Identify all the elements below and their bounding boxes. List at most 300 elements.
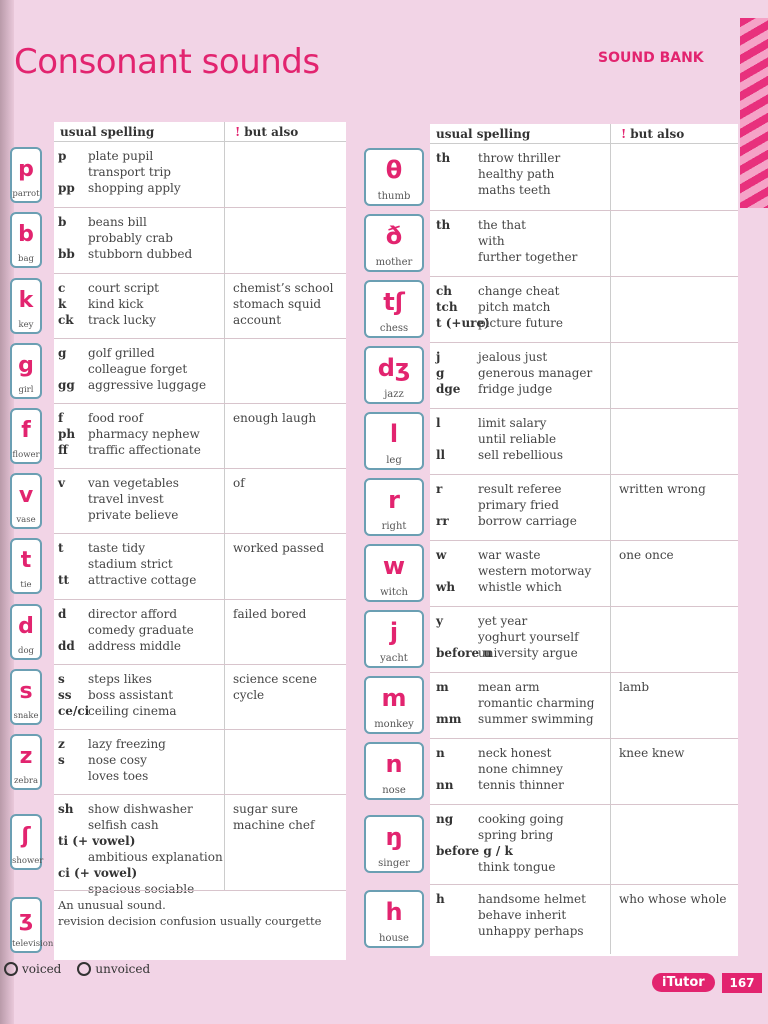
spelling-pattern: th [436,218,451,232]
spelling-pattern: ck [58,313,74,327]
example-words: loves toes [88,769,149,783]
spelling-line [54,556,224,572]
table-row [54,403,346,468]
spelling-pattern: before g / k [436,844,513,858]
spelling-line [430,711,610,727]
corner-decoration [740,18,768,208]
spelling-pattern [430,907,478,923]
spelling-pattern: ng [436,812,454,826]
phonetic-symbol: w [382,552,406,580]
table-row [54,533,346,599]
icon-word: zebra [13,775,39,786]
spelling-pattern: s [58,753,65,767]
phonetic-symbol: r [388,486,400,514]
sound-yacht-icon [364,610,424,668]
example-words: selfish cash [88,818,159,832]
spelling-line [430,859,610,875]
phonetic-symbol: k [18,287,34,313]
section-label: SOUND BANK [598,50,704,66]
phonetic-symbol: s [19,678,33,704]
spelling-cell [54,665,224,729]
spelling-pattern [430,233,478,249]
example-words: western motorway [478,564,592,578]
spelling-line [54,540,224,556]
spelling-pattern [430,629,478,645]
usual-spelling-header: usual spelling [60,125,155,139]
example-words: stubborn dubbed [88,247,193,261]
spelling-line [54,296,224,312]
phonetic-symbol: m [381,684,407,712]
spelling-pattern: mm [436,712,462,726]
spelling-pattern: dge [436,382,461,396]
sound-television-icon [10,897,54,953]
spelling-line [430,365,610,381]
spelling-line [430,679,610,695]
icon-word: dog [18,645,34,656]
phonetic-symbol: g [18,352,34,378]
example-words: traffic affectionate [88,443,201,457]
icon-word: leg [386,455,402,466]
icon-word: house [379,933,409,944]
table-row [54,468,346,533]
sound-nose-icon [364,742,424,800]
spelling-pattern: p [58,149,67,163]
spelling-line [430,249,610,265]
spelling-line [54,817,224,833]
phonetic-symbol: f [21,417,31,443]
spelling-pattern: bb [58,247,75,261]
page-title: Consonant sounds [14,42,320,82]
table-row [430,408,738,474]
spelling-pattern: ch [436,284,453,298]
example-words: steps likes [88,672,152,686]
sound-monkey-icon [364,676,424,734]
example-words: beans bill [88,215,147,229]
but-also-cell: chemist’s school stomach squid account [224,274,346,338]
spelling-pattern: ss [58,688,72,702]
spelling-pattern: y [436,614,443,628]
example-words: kind kick [88,297,144,311]
sound-thumb-icon [364,148,424,206]
example-words: revision decision confusion usually courgette [58,914,322,928]
spelling-pattern: th [436,151,451,165]
example-words: court script [88,281,160,295]
spelling-line [430,497,610,513]
sound-chess-icon [364,280,424,338]
spelling-line [54,572,224,588]
table-row [54,890,346,960]
example-words: think tongue [478,860,556,874]
icon-word: television [12,939,54,949]
spelling-line [54,671,224,687]
example-words: lazy freezing [88,737,166,751]
spelling-cell [430,607,610,672]
spelling-pattern [430,431,478,447]
sound-bag-icon [10,212,42,268]
spelling-line [54,180,224,196]
right-table-header [430,124,738,144]
but-also-header: ! but also [610,124,738,143]
spelling-pattern: nn [436,778,454,792]
example-words: until reliable [478,432,557,446]
example-words: spacious sociable [88,882,195,896]
spelling-line [430,481,610,497]
spelling-line [430,613,610,629]
phonetic-symbol: b [18,222,34,247]
spelling-line [430,233,610,249]
phonetic-symbol: l [389,420,399,448]
icon-word: thumb [377,191,411,202]
but-also-cell [610,211,738,276]
spelling-line [430,217,610,233]
sound-mother-icon [364,214,424,272]
spelling-line [430,150,610,166]
icon-word: chess [379,323,409,334]
spelling-line [430,745,610,761]
sound-jazz-icon [364,346,424,404]
spelling-pattern [430,859,478,875]
spelling-cell [430,885,610,954]
spelling-line [54,801,224,817]
sound-shower-icon [10,814,42,870]
example-words: change cheat [478,284,560,298]
spelling-line [430,166,610,182]
table-row [54,599,346,664]
but-also-cell: one once [610,541,738,606]
spelling-pattern [54,361,88,377]
spelling-cell [430,277,610,342]
but-also-cell: enough laugh [224,404,346,468]
spelling-line [430,645,610,661]
icon-word: singer [378,858,410,869]
spelling-line [430,777,610,793]
spelling-pattern [430,182,478,198]
spelling-line [54,361,224,377]
but-also-cell: science scene cycle [224,665,346,729]
spelling-line [430,891,610,907]
but-also-cell [610,805,738,884]
example-words: summer swimming [478,712,594,726]
table-row [54,207,346,273]
spelling-line [430,761,610,777]
spelling-line [430,349,610,365]
spelling-line [54,897,346,913]
example-words: shopping apply [88,181,181,195]
example-words: romantic charming [478,696,595,710]
spelling-line [54,606,224,622]
sound-flower-icon [10,408,42,464]
spelling-line [54,442,224,458]
spelling-pattern: c [58,281,66,295]
spelling-line [54,507,224,523]
spelling-cell [54,469,224,533]
spelling-cell [54,795,224,896]
example-words: address middle [88,639,182,653]
icon-word: tie [20,580,32,590]
spelling-pattern [54,164,88,180]
spelling-pattern [54,817,88,833]
spelling-line [54,833,224,849]
phonetic-symbol: tʃ [383,288,405,316]
spelling-pattern [54,507,88,523]
table-row [430,804,738,884]
sound-key-icon [10,278,42,334]
spelling-pattern [430,827,478,843]
spelling-pattern: h [436,892,445,906]
spelling-pattern: ti (+ vowel) [58,834,136,848]
icon-word: bag [18,254,34,264]
example-words: An unusual sound. [58,898,166,912]
spelling-line [54,913,346,929]
example-words: university argue [478,646,578,660]
example-words: limit salary [478,416,547,430]
example-words: primary fried [478,498,559,512]
but-also-cell: who whose whole [610,885,738,954]
spelling-pattern: f [58,411,64,425]
spelling-line [54,164,224,180]
but-also-cell: lamb [610,673,738,738]
spelling-line [54,622,224,638]
spelling-line [54,426,224,442]
spelling-cell [54,404,224,468]
spelling-line [430,811,610,827]
spelling-cell [54,339,224,403]
spelling-line [54,148,224,164]
table-row [430,144,738,210]
spelling-cell [54,891,346,960]
spelling-pattern: w [436,548,447,562]
example-words: show dishwasher [88,802,193,816]
spelling-line [430,907,610,923]
icon-word: right [381,521,407,532]
sound-house-icon [364,890,424,948]
spelling-pattern: k [58,297,67,311]
icon-word: key [18,319,34,330]
spelling-pattern: d [58,607,67,621]
example-words: travel invest [88,492,164,506]
example-words: with [478,234,505,248]
sound-right-icon [364,478,424,536]
sound-vase-icon [10,473,42,529]
spelling-line [430,182,610,198]
spelling-line [54,849,224,865]
example-words: boss assistant [88,688,174,702]
table-row [54,664,346,729]
sound-tie-icon [10,538,42,594]
spelling-pattern: n [436,746,445,760]
table-row [430,210,738,276]
but-also-cell [610,343,738,408]
spelling-pattern [430,563,478,579]
spelling-line [54,491,224,507]
icon-word: snake [13,710,39,721]
spelling-line [430,447,610,463]
example-words: yet year [478,614,528,628]
example-words: mean arm [478,680,540,694]
spelling-line [54,768,224,784]
example-words: golf grilled [88,346,155,360]
page-number: 167 [722,973,762,993]
spelling-pattern [430,923,478,939]
spelling-pattern: ll [436,448,446,462]
example-words: taste tidy [88,541,145,555]
example-words: handsome helmet [478,892,586,906]
table-row [430,672,738,738]
example-words: result referee [478,482,562,496]
usual-spelling-header: usual spelling [436,127,531,141]
legend [4,962,150,976]
but-also-header: ! but also [224,122,346,141]
spelling-line [430,299,610,315]
spelling-pattern: wh [436,580,456,594]
but-also-cell [224,339,346,403]
example-words: picture future [478,316,564,330]
spelling-cell [54,730,224,794]
table-row [54,273,346,338]
spelling-pattern: ce/ci [58,704,90,718]
spelling-cell [430,144,610,210]
spelling-line [430,629,610,645]
spelling-pattern: t [58,541,64,555]
example-words: cooking going [478,812,564,826]
spelling-line [430,547,610,563]
but-also-cell [224,142,346,207]
spelling-line [430,415,610,431]
sound-witch-icon [364,544,424,602]
spelling-line [430,283,610,299]
phonetic-symbol: ð [385,222,403,250]
spelling-pattern: pp [58,181,75,195]
spelling-pattern: sh [58,802,74,816]
example-words: fridge judge [478,382,553,396]
icon-word: nose [382,785,406,796]
spelling-pattern [430,497,478,513]
but-also-cell [610,607,738,672]
but-also-cell [610,144,738,210]
spelling-pattern: g [58,346,67,360]
icon-word: girl [18,384,34,395]
spelling-pattern: ci (+ vowel) [58,866,138,880]
spelling-line [54,736,224,752]
table-row [430,884,738,954]
spelling-pattern [54,556,88,572]
example-words: neck honest [478,746,552,760]
spelling-pattern: ph [58,427,76,441]
spelling-line [430,579,610,595]
spelling-line [430,431,610,447]
spelling-pattern [54,230,88,246]
spelling-pattern: dd [58,639,75,653]
spelling-pattern [54,622,88,638]
example-words: pharmacy nephew [88,427,200,441]
sound-snake-icon [10,669,42,725]
unvoiced-circle-icon [77,962,91,976]
sound-dog-icon [10,604,42,660]
example-words: healthy path [478,167,555,181]
example-words: generous manager [478,366,593,380]
table-row [54,142,346,207]
spelling-line [54,687,224,703]
phonetic-symbol: ʒ [18,907,34,932]
spelling-pattern: v [58,476,65,490]
spelling-pattern: m [436,680,449,694]
spelling-pattern: ff [58,443,68,457]
example-words: throw thriller [478,151,561,165]
spelling-cell [430,343,610,408]
example-words: track lucky [88,313,156,327]
spelling-line [430,513,610,529]
table-row [430,474,738,540]
icon-word: yacht [380,653,408,664]
spelling-cell [430,673,610,738]
example-words: comedy graduate [88,623,194,637]
table-row [54,338,346,403]
spelling-line [54,214,224,230]
example-words: unhappy perhaps [478,924,584,938]
spelling-cell [54,534,224,599]
example-words: further together [478,250,578,264]
icon-word: mother [375,257,413,268]
spelling-line [54,752,224,768]
example-words: stadium strict [88,557,173,571]
phonetic-symbol: d [18,613,34,639]
but-also-cell [610,409,738,474]
right-sound-table [430,124,738,956]
example-words: transport trip [88,165,171,179]
spelling-line [54,638,224,654]
example-words: director afford [88,607,177,621]
table-row [430,738,738,804]
spelling-line [54,312,224,328]
spelling-pattern: l [436,416,441,430]
example-words: attractive cottage [88,573,197,587]
but-also-cell: worked passed [224,534,346,599]
legend-unvoiced: unvoiced [77,962,150,976]
table-row [430,276,738,342]
example-words: van vegetables [88,476,179,490]
spelling-cell [54,142,224,207]
phonetic-symbol: ʃ [21,824,31,849]
spelling-line [54,475,224,491]
phonetic-symbol: v [18,482,34,508]
example-words: war waste [478,548,541,562]
example-words: sell rebellious [478,448,563,462]
example-words: spring bring [478,828,554,842]
spelling-cell [430,805,610,884]
example-words: private believe [88,508,179,522]
spelling-pattern: rr [436,514,449,528]
sound-parrot-icon [10,147,42,203]
spelling-line [54,345,224,361]
but-also-cell [224,730,346,794]
phonetic-symbol: θ [385,156,403,184]
table-row [54,794,346,896]
example-words: the that [478,218,526,232]
spelling-line [54,377,224,393]
spelling-line [430,563,610,579]
spelling-line [430,923,610,939]
but-also-cell: written wrong [610,475,738,540]
spelling-line [54,280,224,296]
voiced-circle-icon [4,962,18,976]
spelling-pattern: t (+ure) [436,316,490,330]
spelling-pattern: g [436,366,445,380]
spelling-cell [54,600,224,664]
spelling-line [54,865,224,881]
table-row [430,342,738,408]
spelling-pattern [54,768,88,784]
but-also-cell: sugar sure machine chef [224,795,346,890]
